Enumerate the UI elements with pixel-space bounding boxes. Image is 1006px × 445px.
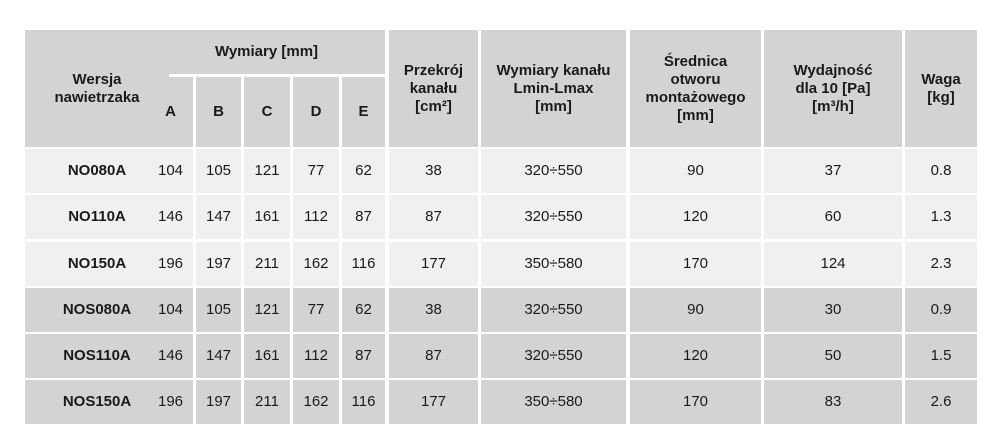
- cell-e: 116: [342, 380, 385, 424]
- cell-e: 87: [342, 334, 385, 378]
- cell-d: 162: [293, 242, 339, 286]
- cell-d: 112: [293, 334, 339, 378]
- cell-efficiency: 50: [764, 334, 902, 378]
- cell-section: 177: [389, 242, 478, 286]
- cell-a: 196: [148, 380, 193, 424]
- cell-a: 196: [148, 242, 193, 286]
- cell-a: 146: [148, 195, 193, 239]
- cell-a: 104: [148, 288, 193, 332]
- column-header-dim-b: B: [196, 77, 241, 147]
- cell-weight: 0.9: [905, 288, 977, 332]
- column-header-diameter: Średnica otworu montażowego [mm]: [630, 30, 761, 147]
- cell-d: 112: [293, 195, 339, 239]
- cell-efficiency: 124: [764, 242, 902, 286]
- cell-d: 162: [293, 380, 339, 424]
- cell-weight: 2.3: [905, 242, 977, 286]
- cell-b: 147: [196, 334, 241, 378]
- column-header-dim-a: A: [148, 77, 193, 147]
- cell-channel: 320÷550: [481, 288, 626, 332]
- column-header-dim-c: C: [244, 77, 290, 147]
- cell-a: 146: [148, 334, 193, 378]
- column-header-efficiency: Wydajność dla 10 [Pa] [m³/h]: [764, 30, 902, 147]
- cell-diameter: 120: [630, 195, 761, 239]
- cell-d: 77: [293, 149, 339, 193]
- cell-weight: 0.8: [905, 149, 977, 193]
- cell-b: 197: [196, 380, 241, 424]
- cell-c: 211: [244, 242, 290, 286]
- cell-efficiency: 37: [764, 149, 902, 193]
- cell-c: 121: [244, 288, 290, 332]
- column-header-version: Wersja nawietrzaka: [25, 30, 169, 147]
- cell-efficiency: 60: [764, 195, 902, 239]
- cell-c: 121: [244, 149, 290, 193]
- cell-efficiency: 30: [764, 288, 902, 332]
- cell-c: 161: [244, 334, 290, 378]
- cell-section: 38: [389, 149, 478, 193]
- cell-efficiency: 83: [764, 380, 902, 424]
- cell-channel: 350÷580: [481, 380, 626, 424]
- row-version-cell: NO080A: [25, 149, 169, 193]
- cell-e: 87: [342, 195, 385, 239]
- cell-diameter: 90: [630, 288, 761, 332]
- cell-diameter: 170: [630, 380, 761, 424]
- cell-b: 147: [196, 195, 241, 239]
- cell-channel: 320÷550: [481, 195, 626, 239]
- cell-b: 197: [196, 242, 241, 286]
- column-header-weight: Waga [kg]: [905, 30, 977, 147]
- cell-a: 104: [148, 149, 193, 193]
- row-version-cell: NOS080A: [25, 288, 169, 332]
- cell-c: 211: [244, 380, 290, 424]
- cell-e: 62: [342, 149, 385, 193]
- cell-diameter: 170: [630, 242, 761, 286]
- cell-b: 105: [196, 149, 241, 193]
- cell-channel: 320÷550: [481, 334, 626, 378]
- row-version-cell: NO150A: [25, 242, 169, 286]
- cell-weight: 1.3: [905, 195, 977, 239]
- cell-channel: 350÷580: [481, 242, 626, 286]
- column-header-dim-d: D: [293, 77, 339, 147]
- column-header-channel: Wymiary kanału Lmin-Lmax [mm]: [481, 30, 626, 147]
- column-header-dim-e: E: [342, 77, 385, 147]
- cell-section: 38: [389, 288, 478, 332]
- cell-e: 62: [342, 288, 385, 332]
- column-header-section: Przekrój kanału [cm²]: [389, 30, 478, 147]
- row-version-cell: NOS110A: [25, 334, 169, 378]
- cell-c: 161: [244, 195, 290, 239]
- cell-weight: 1.5: [905, 334, 977, 378]
- column-group-dimensions: Wymiary [mm]: [148, 30, 385, 74]
- cell-section: 87: [389, 334, 478, 378]
- row-version-cell: NO110A: [25, 195, 169, 239]
- cell-b: 105: [196, 288, 241, 332]
- cell-d: 77: [293, 288, 339, 332]
- cell-section: 87: [389, 195, 478, 239]
- cell-section: 177: [389, 380, 478, 424]
- cell-weight: 2.6: [905, 380, 977, 424]
- cell-e: 116: [342, 242, 385, 286]
- cell-diameter: 90: [630, 149, 761, 193]
- row-version-cell: NOS150A: [25, 380, 169, 424]
- cell-diameter: 120: [630, 334, 761, 378]
- cell-channel: 320÷550: [481, 149, 626, 193]
